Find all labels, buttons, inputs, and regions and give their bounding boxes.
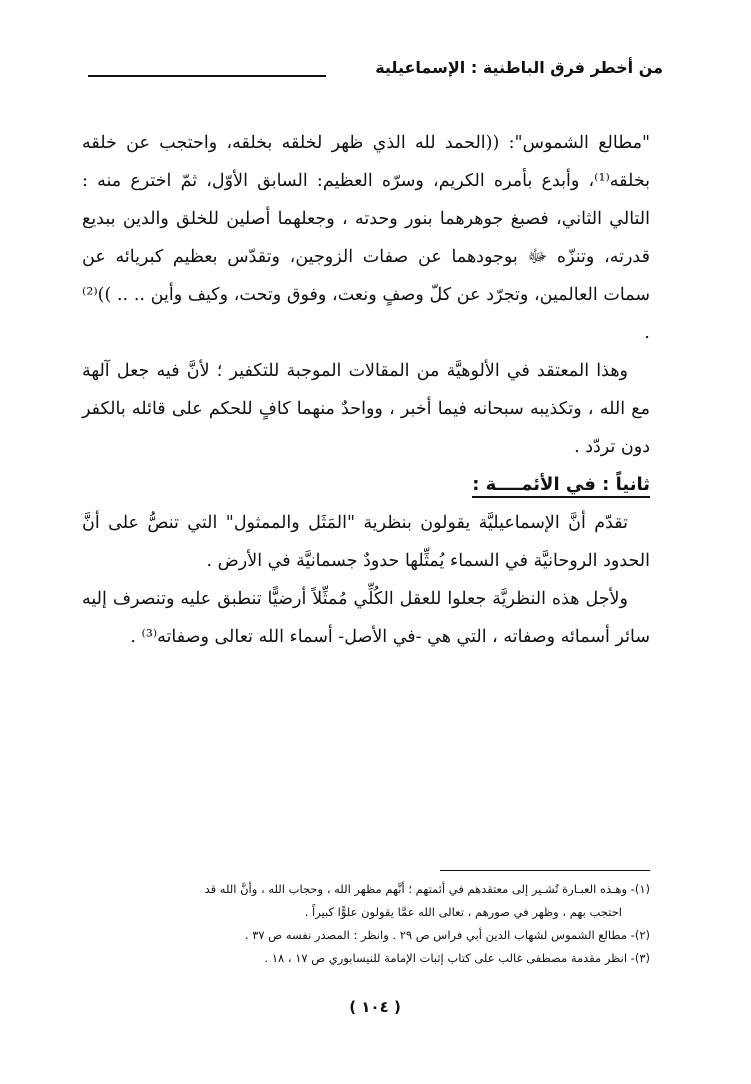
paragraph-universal-intellect: ولأجل هذه النظريَّة جعلوا للعقل الكُلِّي مُمثِّلاً أرضيًّا تنطبق عليه وتنصرف إليه سائر أسمائه وصفاته ، التي هي -في الأصل- أسماء الله تعالى وصفاته⁽³⁾ . xyxy=(82,589,650,647)
footnote-3: (٣)- انظر مقدمة مصطفى غالب على كتاب إثبات الإمامة للنيسابوري ص ١٧ ، ١٨ . xyxy=(264,951,650,965)
footnote-rule xyxy=(440,870,650,871)
page-number: ( ١٠٤ ) xyxy=(349,998,401,1016)
footnote-1-continuation: احتجب بهم ، وظهر في صورهم ، تعالى الله عمَّا يقولون علوًّا كبيراً . xyxy=(304,905,622,919)
section-heading-text: ثانياً : في الأئمــــة : xyxy=(472,474,650,498)
header-rule xyxy=(88,75,326,77)
paragraph-theory: تقدّم أنَّ الإسماعيليَّة يقولون بنظرية "المَثَل والممثول" التي تنصُّ على أنَّ الحدود الروحانيَّة في السماء يُمثِّلها حدودٌ جسمانيَّة في الأرض . xyxy=(82,513,650,571)
footnote-1: (١)- وهـذه العبـارة تُشـير إلى معتقدهم في أئمتهم ؛ أنَّهم مظهر الله ، وحجاب الله ، وأنَّ الله قد xyxy=(204,882,650,896)
paragraph-commentary: وهذا المعتقد في الألوهيَّة من المقالات الموجبة للتكفير ؛ لأنَّ فيه جعل آلهة مع الله ، وتكذيبه سبحانه فيما أخبر ، وواحدٌ منهما كافٍ للحكم على قائله بالكفر دون تردّد . xyxy=(82,361,650,457)
footnotes xyxy=(88,878,650,970)
section-heading xyxy=(82,466,650,504)
footnote-2: (٢)- مطالع الشموس لشهاب الدين أبي فراس ص ٢٩ . وانظر : المصدر نفسه ص ٣٧ . xyxy=(244,928,650,942)
running-header-title: من أخطر فرق الباطنية : الإسماعيلية xyxy=(375,58,663,77)
main-text xyxy=(82,124,650,656)
paragraph-quote: "مطالع الشموس": ((الحمد لله الذي ظهر لخلقه بخلقه، واحتجب عن خلقه بخلقه⁽¹⁾، وأبدع بأمره الكريم، وسرّه العظيم: السابق الأوّل، ثمّ اخترع منه : التالي الثاني، فصبغ جوهرهما بنور وحدته ، وجعلهما أصلين للخلق والدين ببديع قدرته، وتنزّه ﷻ بوجودهما عن صفات الزوجين، وتقدّس بعظيم كبريائه عن سمات العالمين، وتجرّد عن كلّ وصفٍ ونعت، وفوق وتحت، وكيف وأين .. .. ))⁽²⁾ . xyxy=(82,133,650,343)
